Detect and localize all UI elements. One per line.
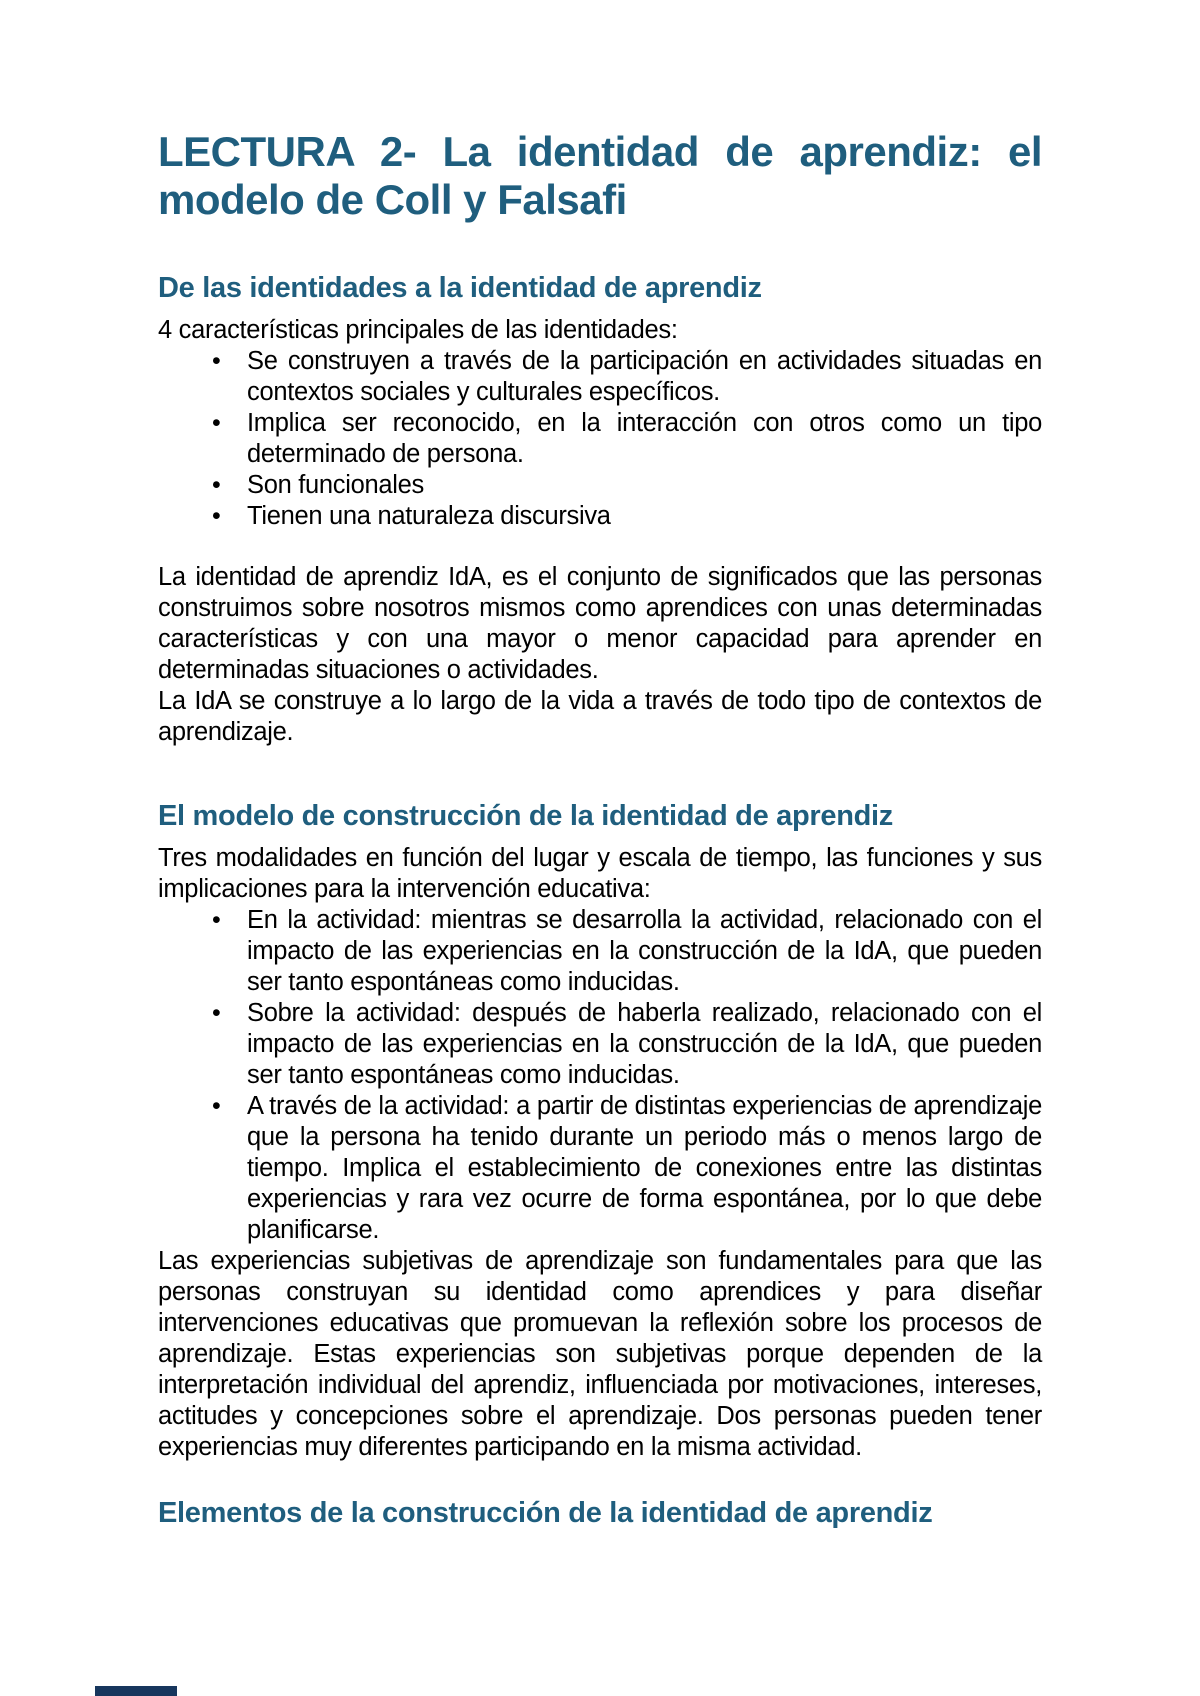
list-item: • Sobre la actividad: después de haberla realizado, relacionado con el impacto de las experiencias en la construcción de la IdA, que pueden ser tanto espontáneas como inducidas. [210, 998, 1042, 1091]
paragraph-group [158, 562, 1042, 748]
section-intro: Tres modalidades en función del lugar y escala de tiempo, las funciones y sus implicaciones para la intervención educativa: [158, 844, 1042, 903]
list-item: • Implica ser reconocido, en la interacción con otros como un tipo determinado de persona. [210, 408, 1042, 470]
paragraph: La IdA se construye a lo largo de la vida a través de todo tipo de contextos de aprendizaje. [158, 687, 1042, 746]
paragraph: La identidad de aprendiz IdA, es el conjunto de significados que las personas construimos sobre nosotros mismos como aprendices con unas determinadas características y con una mayor o menor capacidad para aprender en determinadas situaciones o actividades. [158, 563, 1042, 684]
section-intro: 4 características principales de las identidades: [158, 316, 678, 344]
list-item: • Son funcionales [210, 470, 1042, 501]
section-heading: Elementos de la construcción de la identidad de aprendiz [158, 1497, 933, 1529]
section-modelo-construccion [158, 798, 1042, 1463]
list-item: • Tienen una naturaleza discursiva [210, 501, 1042, 532]
partial-next-page-element [95, 1686, 177, 1696]
list-item: • Se construyen a través de la participación en actividades situadas en contextos sociales y culturales específicos. [210, 346, 1042, 408]
page-title: LECTURA 2- La identidad de aprendiz: el modelo de Coll y Falsafi [158, 128, 1042, 223]
list-item: • En la actividad: mientras se desarrolla la actividad, relacionado con el impacto de las experiencias en la construcción de la IdA, que pueden ser tanto espontáneas como inducidas. [210, 905, 1042, 998]
list-item: • A través de la actividad: a partir de distintas experiencias de aprendizaje que la persona ha tenido durante un periodo más o menos largo de tiempo. Implica el establecimiento de conexiones entre las distintas experiencias y rara vez ocurre de forma espontánea, por lo que debe planificarse. [210, 1091, 1042, 1246]
paragraph: Las experiencias subjetivas de aprendizaje son fundamentales para que las personas construyan su identidad como aprendices y para diseñar intervenciones educativas que promuevan la reflexión sobre los procesos de aprendizaje. Estas experiencias son subjetivas porque dependen de la interpretación individual del aprendiz, influenciada por motivaciones, intereses, actitudes y concepciones sobre el aprendizaje. Dos personas pueden tener experiencias muy diferentes participando en la misma actividad. [158, 1247, 1042, 1461]
section-heading: De las identidades a la identidad de aprendiz [158, 272, 762, 304]
section-heading: El modelo de construcción de la identidad de aprendiz [158, 800, 893, 832]
bullet-list [158, 905, 1042, 1246]
section-elementos [158, 1495, 1042, 1532]
section-identidades [158, 270, 1042, 748]
bullet-list [158, 346, 1042, 532]
